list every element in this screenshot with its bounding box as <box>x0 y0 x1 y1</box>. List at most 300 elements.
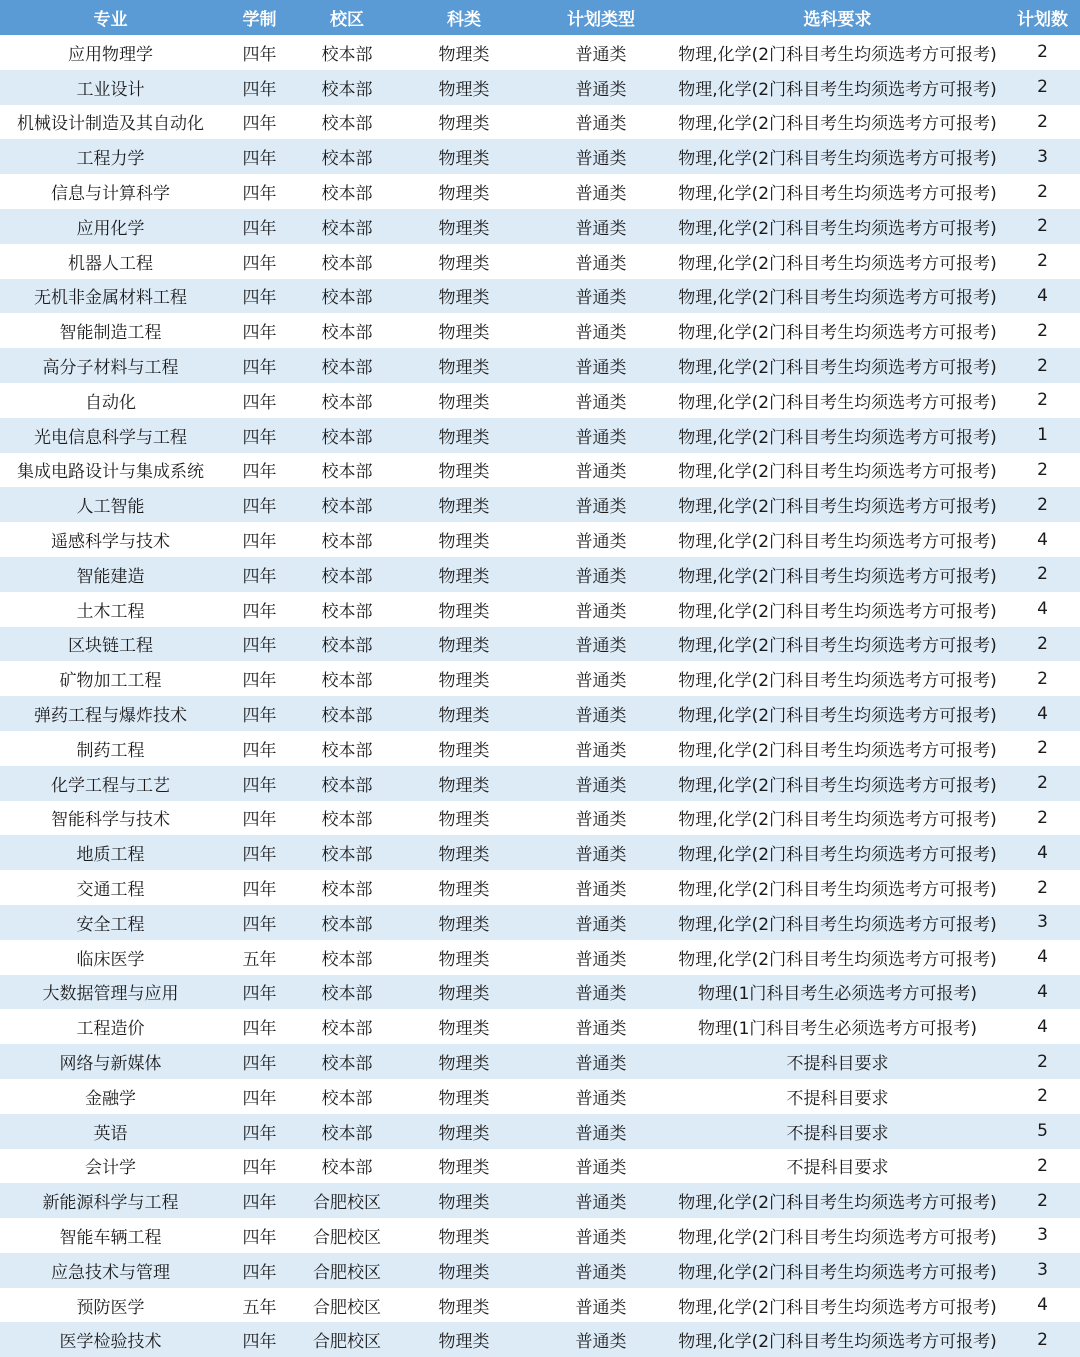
table-row <box>0 174 1080 209</box>
header-campus: 校区 <box>298 0 396 35</box>
header-subject-type: 科类 <box>396 0 532 35</box>
cell-campus: 校本部 <box>298 105 396 140</box>
cell-subject-requirement: 物理(1门科目考生必须选考方可报考) <box>670 1009 1005 1044</box>
cell-plan-count: 2 <box>1005 453 1080 488</box>
cell-plan-type: 普通类 <box>532 661 670 696</box>
cell-subject-type: 物理类 <box>396 801 532 836</box>
cell-plan-type: 普通类 <box>532 696 670 731</box>
cell-plan-count: 4 <box>1005 1009 1080 1044</box>
cell-major: 会计学 <box>0 1149 221 1184</box>
cell-subject-requirement: 不提科目要求 <box>670 1149 1005 1184</box>
cell-plan-type: 普通类 <box>532 418 670 453</box>
cell-campus: 校本部 <box>298 313 396 348</box>
cell-plan-count: 2 <box>1005 1044 1080 1079</box>
table-row <box>0 209 1080 244</box>
cell-subject-requirement: 物理(1门科目考生必须选考方可报考) <box>670 975 1005 1010</box>
table-row <box>0 627 1080 662</box>
table-row <box>0 487 1080 522</box>
cell-years: 四年 <box>221 1218 298 1253</box>
cell-subject-requirement: 物理,化学(2门科目考生均须选考方可报考) <box>670 801 1005 836</box>
cell-plan-count: 2 <box>1005 244 1080 279</box>
cell-years: 四年 <box>221 487 298 522</box>
table-row <box>0 244 1080 279</box>
cell-years: 四年 <box>221 70 298 105</box>
cell-plan-type: 普通类 <box>532 557 670 592</box>
cell-plan-type: 普通类 <box>532 627 670 662</box>
cell-plan-count: 2 <box>1005 1149 1080 1184</box>
cell-plan-count: 3 <box>1005 1253 1080 1288</box>
cell-subject-type: 物理类 <box>396 453 532 488</box>
cell-subject-requirement: 物理,化学(2门科目考生均须选考方可报考) <box>670 209 1005 244</box>
cell-plan-count: 2 <box>1005 348 1080 383</box>
cell-subject-requirement: 物理,化学(2门科目考生均须选考方可报考) <box>670 105 1005 140</box>
cell-plan-type: 普通类 <box>532 209 670 244</box>
cell-subject-type: 物理类 <box>396 870 532 905</box>
cell-plan-count: 2 <box>1005 313 1080 348</box>
cell-subject-requirement: 物理,化学(2门科目考生均须选考方可报考) <box>670 1253 1005 1288</box>
cell-subject-requirement: 物理,化学(2门科目考生均须选考方可报考) <box>670 313 1005 348</box>
cell-subject-requirement: 物理,化学(2门科目考生均须选考方可报考) <box>670 1322 1005 1357</box>
table-row <box>0 801 1080 836</box>
cell-years: 五年 <box>221 1288 298 1323</box>
cell-years: 四年 <box>221 592 298 627</box>
cell-subject-type: 物理类 <box>396 766 532 801</box>
cell-plan-count: 3 <box>1005 139 1080 174</box>
table-header-row <box>0 0 1080 35</box>
cell-plan-type: 普通类 <box>532 70 670 105</box>
cell-major: 临床医学 <box>0 940 221 975</box>
cell-plan-type: 普通类 <box>532 731 670 766</box>
cell-major: 区块链工程 <box>0 627 221 662</box>
table-row <box>0 105 1080 140</box>
cell-plan-count: 2 <box>1005 870 1080 905</box>
cell-subject-requirement: 物理,化学(2门科目考生均须选考方可报考) <box>670 661 1005 696</box>
cell-major: 矿物加工工程 <box>0 661 221 696</box>
cell-campus: 合肥校区 <box>298 1322 396 1357</box>
cell-campus: 校本部 <box>298 731 396 766</box>
cell-subject-type: 物理类 <box>396 940 532 975</box>
cell-plan-count: 2 <box>1005 1079 1080 1114</box>
cell-years: 四年 <box>221 905 298 940</box>
cell-plan-type: 普通类 <box>532 1009 670 1044</box>
cell-plan-type: 普通类 <box>532 801 670 836</box>
cell-campus: 校本部 <box>298 696 396 731</box>
table-row <box>0 313 1080 348</box>
cell-major: 金融学 <box>0 1079 221 1114</box>
cell-plan-type: 普通类 <box>532 975 670 1010</box>
cell-subject-type: 物理类 <box>396 139 532 174</box>
cell-subject-requirement: 物理,化学(2门科目考生均须选考方可报考) <box>670 1218 1005 1253</box>
cell-major: 工业设计 <box>0 70 221 105</box>
cell-campus: 校本部 <box>298 835 396 870</box>
cell-subject-requirement: 物理,化学(2门科目考生均须选考方可报考) <box>670 592 1005 627</box>
cell-campus: 校本部 <box>298 522 396 557</box>
cell-major: 安全工程 <box>0 905 221 940</box>
table-row <box>0 1079 1080 1114</box>
cell-plan-count: 4 <box>1005 696 1080 731</box>
cell-campus: 校本部 <box>298 1149 396 1184</box>
cell-campus: 校本部 <box>298 661 396 696</box>
cell-major: 光电信息科学与工程 <box>0 418 221 453</box>
header-plan-type: 计划类型 <box>532 0 670 35</box>
cell-major: 新能源科学与工程 <box>0 1183 221 1218</box>
table-body <box>0 35 1080 1357</box>
cell-plan-type: 普通类 <box>532 1114 670 1149</box>
cell-subject-type: 物理类 <box>396 209 532 244</box>
cell-campus: 校本部 <box>298 244 396 279</box>
cell-subject-requirement: 不提科目要求 <box>670 1044 1005 1079</box>
cell-years: 四年 <box>221 870 298 905</box>
cell-campus: 合肥校区 <box>298 1253 396 1288</box>
cell-years: 四年 <box>221 766 298 801</box>
cell-campus: 校本部 <box>298 1114 396 1149</box>
table-row <box>0 279 1080 314</box>
cell-years: 四年 <box>221 348 298 383</box>
cell-major: 英语 <box>0 1114 221 1149</box>
cell-plan-type: 普通类 <box>532 835 670 870</box>
cell-subject-type: 物理类 <box>396 1288 532 1323</box>
cell-subject-requirement: 物理,化学(2门科目考生均须选考方可报考) <box>670 139 1005 174</box>
cell-years: 四年 <box>221 1183 298 1218</box>
cell-years: 四年 <box>221 174 298 209</box>
cell-major: 信息与计算科学 <box>0 174 221 209</box>
cell-plan-type: 普通类 <box>532 940 670 975</box>
cell-subject-requirement: 物理,化学(2门科目考生均须选考方可报考) <box>670 244 1005 279</box>
cell-plan-count: 2 <box>1005 1183 1080 1218</box>
cell-major: 智能建造 <box>0 557 221 592</box>
cell-major: 工程造价 <box>0 1009 221 1044</box>
cell-major: 人工智能 <box>0 487 221 522</box>
cell-subject-requirement: 物理,化学(2门科目考生均须选考方可报考) <box>670 1183 1005 1218</box>
cell-major: 遥感科学与技术 <box>0 522 221 557</box>
cell-campus: 校本部 <box>298 174 396 209</box>
cell-years: 四年 <box>221 105 298 140</box>
cell-campus: 校本部 <box>298 1009 396 1044</box>
cell-plan-count: 2 <box>1005 1322 1080 1357</box>
table-row <box>0 1183 1080 1218</box>
cell-subject-requirement: 物理,化学(2门科目考生均须选考方可报考) <box>670 940 1005 975</box>
cell-plan-count: 4 <box>1005 940 1080 975</box>
cell-major: 大数据管理与应用 <box>0 975 221 1010</box>
cell-plan-type: 普通类 <box>532 1253 670 1288</box>
cell-major: 高分子材料与工程 <box>0 348 221 383</box>
cell-years: 四年 <box>221 139 298 174</box>
cell-years: 四年 <box>221 661 298 696</box>
cell-plan-type: 普通类 <box>532 592 670 627</box>
table-row <box>0 348 1080 383</box>
table-row <box>0 592 1080 627</box>
cell-major: 智能制造工程 <box>0 313 221 348</box>
cell-subject-requirement: 物理,化学(2门科目考生均须选考方可报考) <box>670 627 1005 662</box>
cell-plan-count: 2 <box>1005 70 1080 105</box>
cell-years: 四年 <box>221 835 298 870</box>
cell-years: 四年 <box>221 522 298 557</box>
cell-years: 五年 <box>221 940 298 975</box>
cell-major: 化学工程与工艺 <box>0 766 221 801</box>
cell-years: 四年 <box>221 975 298 1010</box>
cell-subject-requirement: 物理,化学(2门科目考生均须选考方可报考) <box>670 905 1005 940</box>
cell-subject-requirement: 物理,化学(2门科目考生均须选考方可报考) <box>670 870 1005 905</box>
cell-subject-type: 物理类 <box>396 1009 532 1044</box>
table-row <box>0 731 1080 766</box>
table-row <box>0 1009 1080 1044</box>
cell-major: 机械设计制造及其自动化 <box>0 105 221 140</box>
cell-major: 应急技术与管理 <box>0 1253 221 1288</box>
cell-campus: 校本部 <box>298 279 396 314</box>
cell-plan-type: 普通类 <box>532 1149 670 1184</box>
cell-years: 四年 <box>221 35 298 70</box>
cell-plan-count: 4 <box>1005 975 1080 1010</box>
cell-subject-type: 物理类 <box>396 1044 532 1079</box>
cell-campus: 校本部 <box>298 453 396 488</box>
cell-campus: 校本部 <box>298 1079 396 1114</box>
cell-plan-type: 普通类 <box>532 383 670 418</box>
table-row <box>0 835 1080 870</box>
cell-plan-type: 普通类 <box>532 1322 670 1357</box>
table-row <box>0 1322 1080 1357</box>
cell-subject-requirement: 物理,化学(2门科目考生均须选考方可报考) <box>670 383 1005 418</box>
cell-years: 四年 <box>221 209 298 244</box>
cell-plan-count: 2 <box>1005 661 1080 696</box>
cell-plan-count: 2 <box>1005 731 1080 766</box>
cell-years: 四年 <box>221 1009 298 1044</box>
cell-plan-count: 4 <box>1005 522 1080 557</box>
cell-major: 制药工程 <box>0 731 221 766</box>
cell-plan-type: 普通类 <box>532 1183 670 1218</box>
table-row <box>0 35 1080 70</box>
cell-subject-type: 物理类 <box>396 418 532 453</box>
cell-subject-requirement: 物理,化学(2门科目考生均须选考方可报考) <box>670 35 1005 70</box>
cell-subject-type: 物理类 <box>396 105 532 140</box>
cell-years: 四年 <box>221 453 298 488</box>
table-row <box>0 766 1080 801</box>
cell-major: 机器人工程 <box>0 244 221 279</box>
cell-subject-requirement: 物理,化学(2门科目考生均须选考方可报考) <box>670 835 1005 870</box>
cell-subject-type: 物理类 <box>396 731 532 766</box>
cell-campus: 合肥校区 <box>298 1218 396 1253</box>
cell-campus: 校本部 <box>298 801 396 836</box>
table-row <box>0 522 1080 557</box>
cell-major: 土木工程 <box>0 592 221 627</box>
cell-plan-count: 2 <box>1005 174 1080 209</box>
cell-campus: 校本部 <box>298 70 396 105</box>
cell-major: 网络与新媒体 <box>0 1044 221 1079</box>
cell-plan-type: 普通类 <box>532 139 670 174</box>
table-row <box>0 696 1080 731</box>
cell-years: 四年 <box>221 383 298 418</box>
cell-years: 四年 <box>221 557 298 592</box>
table-row <box>0 418 1080 453</box>
cell-subject-requirement: 物理,化学(2门科目考生均须选考方可报考) <box>670 731 1005 766</box>
cell-plan-type: 普通类 <box>532 1288 670 1323</box>
cell-major: 集成电路设计与集成系统 <box>0 453 221 488</box>
cell-major: 地质工程 <box>0 835 221 870</box>
cell-plan-count: 2 <box>1005 383 1080 418</box>
cell-subject-type: 物理类 <box>396 522 532 557</box>
table-row <box>0 661 1080 696</box>
cell-plan-count: 2 <box>1005 209 1080 244</box>
cell-years: 四年 <box>221 1044 298 1079</box>
cell-subject-requirement: 不提科目要求 <box>670 1079 1005 1114</box>
header-plan-count: 计划数 <box>1005 0 1080 35</box>
cell-campus: 校本部 <box>298 905 396 940</box>
cell-subject-type: 物理类 <box>396 1218 532 1253</box>
cell-campus: 校本部 <box>298 348 396 383</box>
cell-subject-type: 物理类 <box>396 905 532 940</box>
cell-subject-type: 物理类 <box>396 696 532 731</box>
cell-plan-count: 2 <box>1005 801 1080 836</box>
cell-subject-type: 物理类 <box>396 348 532 383</box>
cell-subject-type: 物理类 <box>396 975 532 1010</box>
table-row <box>0 453 1080 488</box>
cell-years: 四年 <box>221 313 298 348</box>
cell-plan-count: 2 <box>1005 105 1080 140</box>
cell-subject-type: 物理类 <box>396 1322 532 1357</box>
cell-subject-type: 物理类 <box>396 661 532 696</box>
cell-major: 无机非金属材料工程 <box>0 279 221 314</box>
cell-subject-requirement: 物理,化学(2门科目考生均须选考方可报考) <box>670 418 1005 453</box>
header-subject-requirement: 选科要求 <box>670 0 1005 35</box>
cell-plan-type: 普通类 <box>532 1044 670 1079</box>
cell-subject-type: 物理类 <box>396 1114 532 1149</box>
cell-major: 医学检验技术 <box>0 1322 221 1357</box>
cell-campus: 校本部 <box>298 209 396 244</box>
cell-campus: 校本部 <box>298 940 396 975</box>
cell-subject-type: 物理类 <box>396 70 532 105</box>
cell-plan-type: 普通类 <box>532 105 670 140</box>
cell-subject-type: 物理类 <box>396 627 532 662</box>
cell-years: 四年 <box>221 1079 298 1114</box>
cell-plan-type: 普通类 <box>532 279 670 314</box>
table-row <box>0 1253 1080 1288</box>
cell-plan-type: 普通类 <box>532 348 670 383</box>
cell-subject-requirement: 物理,化学(2门科目考生均须选考方可报考) <box>670 453 1005 488</box>
cell-subject-requirement: 物理,化学(2门科目考生均须选考方可报考) <box>670 1288 1005 1323</box>
cell-plan-count: 4 <box>1005 592 1080 627</box>
table-row <box>0 940 1080 975</box>
cell-plan-count: 2 <box>1005 35 1080 70</box>
cell-plan-type: 普通类 <box>532 35 670 70</box>
cell-years: 四年 <box>221 731 298 766</box>
cell-years: 四年 <box>221 1322 298 1357</box>
cell-years: 四年 <box>221 1114 298 1149</box>
cell-years: 四年 <box>221 244 298 279</box>
table-row <box>0 1149 1080 1184</box>
cell-subject-type: 物理类 <box>396 487 532 522</box>
cell-campus: 校本部 <box>298 592 396 627</box>
cell-plan-type: 普通类 <box>532 522 670 557</box>
header-years: 学制 <box>221 0 298 35</box>
cell-years: 四年 <box>221 696 298 731</box>
cell-subject-requirement: 物理,化学(2门科目考生均须选考方可报考) <box>670 522 1005 557</box>
cell-major: 智能车辆工程 <box>0 1218 221 1253</box>
cell-campus: 校本部 <box>298 487 396 522</box>
cell-major: 弹药工程与爆炸技术 <box>0 696 221 731</box>
cell-plan-type: 普通类 <box>532 174 670 209</box>
table-row <box>0 139 1080 174</box>
table-row <box>0 1044 1080 1079</box>
cell-subject-requirement: 不提科目要求 <box>670 1114 1005 1149</box>
cell-campus: 校本部 <box>298 35 396 70</box>
cell-campus: 校本部 <box>298 766 396 801</box>
cell-major: 自动化 <box>0 383 221 418</box>
cell-campus: 合肥校区 <box>298 1183 396 1218</box>
header-major: 专业 <box>0 0 221 35</box>
cell-years: 四年 <box>221 1253 298 1288</box>
cell-campus: 合肥校区 <box>298 1288 396 1323</box>
cell-subject-requirement: 物理,化学(2门科目考生均须选考方可报考) <box>670 487 1005 522</box>
cell-subject-type: 物理类 <box>396 557 532 592</box>
cell-major: 应用物理学 <box>0 35 221 70</box>
cell-subject-type: 物理类 <box>396 1183 532 1218</box>
cell-years: 四年 <box>221 801 298 836</box>
cell-plan-type: 普通类 <box>532 905 670 940</box>
cell-subject-requirement: 物理,化学(2门科目考生均须选考方可报考) <box>670 766 1005 801</box>
cell-major: 应用化学 <box>0 209 221 244</box>
cell-plan-type: 普通类 <box>532 244 670 279</box>
cell-subject-requirement: 物理,化学(2门科目考生均须选考方可报考) <box>670 279 1005 314</box>
cell-subject-type: 物理类 <box>396 279 532 314</box>
cell-campus: 校本部 <box>298 557 396 592</box>
table-row <box>0 557 1080 592</box>
cell-subject-type: 物理类 <box>396 592 532 627</box>
cell-subject-requirement: 物理,化学(2门科目考生均须选考方可报考) <box>670 696 1005 731</box>
cell-plan-count: 2 <box>1005 766 1080 801</box>
cell-subject-type: 物理类 <box>396 244 532 279</box>
cell-plan-count: 4 <box>1005 835 1080 870</box>
cell-years: 四年 <box>221 1149 298 1184</box>
cell-subject-type: 物理类 <box>396 835 532 870</box>
cell-subject-requirement: 物理,化学(2门科目考生均须选考方可报考) <box>670 348 1005 383</box>
cell-campus: 校本部 <box>298 870 396 905</box>
cell-campus: 校本部 <box>298 418 396 453</box>
cell-plan-count: 4 <box>1005 279 1080 314</box>
cell-subject-type: 物理类 <box>396 1079 532 1114</box>
table-row <box>0 1114 1080 1149</box>
cell-plan-type: 普通类 <box>532 1079 670 1114</box>
cell-plan-type: 普通类 <box>532 487 670 522</box>
cell-plan-count: 1 <box>1005 418 1080 453</box>
cell-campus: 校本部 <box>298 627 396 662</box>
cell-plan-count: 3 <box>1005 905 1080 940</box>
table-row <box>0 70 1080 105</box>
cell-subject-type: 物理类 <box>396 383 532 418</box>
cell-years: 四年 <box>221 279 298 314</box>
cell-campus: 校本部 <box>298 975 396 1010</box>
cell-plan-count: 3 <box>1005 1218 1080 1253</box>
cell-subject-requirement: 物理,化学(2门科目考生均须选考方可报考) <box>670 70 1005 105</box>
table-row <box>0 975 1080 1010</box>
cell-plan-type: 普通类 <box>532 870 670 905</box>
cell-years: 四年 <box>221 627 298 662</box>
cell-plan-count: 2 <box>1005 557 1080 592</box>
table-row <box>0 1218 1080 1253</box>
cell-campus: 校本部 <box>298 1044 396 1079</box>
table-row <box>0 383 1080 418</box>
table-row <box>0 905 1080 940</box>
cell-major: 预防医学 <box>0 1288 221 1323</box>
cell-subject-type: 物理类 <box>396 313 532 348</box>
cell-subject-type: 物理类 <box>396 35 532 70</box>
cell-plan-type: 普通类 <box>532 1218 670 1253</box>
cell-major: 工程力学 <box>0 139 221 174</box>
cell-campus: 校本部 <box>298 383 396 418</box>
cell-years: 四年 <box>221 418 298 453</box>
cell-subject-type: 物理类 <box>396 1253 532 1288</box>
cell-plan-type: 普通类 <box>532 766 670 801</box>
cell-subject-requirement: 物理,化学(2门科目考生均须选考方可报考) <box>670 174 1005 209</box>
cell-plan-count: 4 <box>1005 1288 1080 1323</box>
